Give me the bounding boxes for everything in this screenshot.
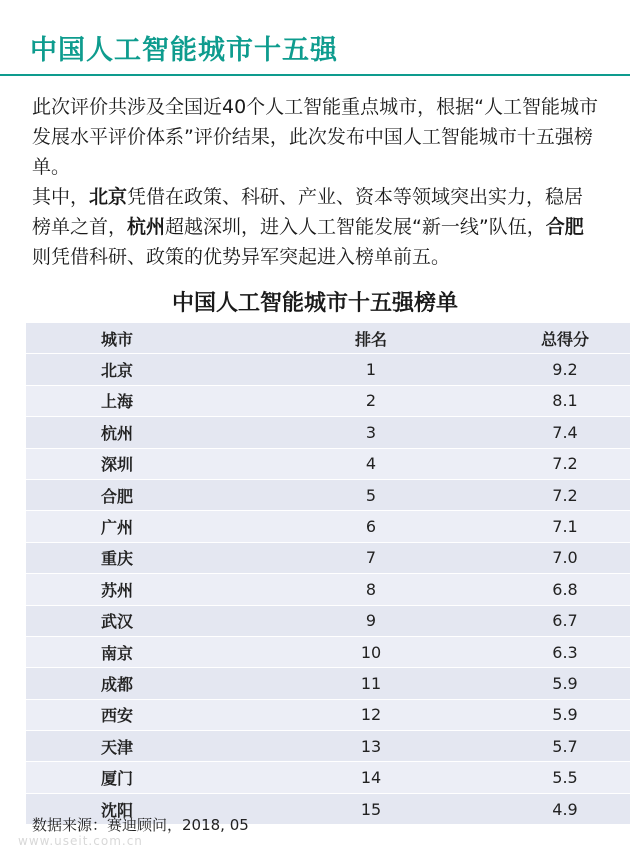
cell-rank: 7 [291,542,451,573]
table-row [26,605,630,636]
cell-city: 北京 [26,354,291,385]
cell-rank: 9 [291,605,451,636]
intro-text-span: 则凭借科研、政策的优势异军突起进入榜单前五。 [32,246,451,268]
cell-rank: 11 [291,668,451,699]
ranking-table [26,323,630,825]
table-row [26,762,630,793]
intro-paragraph-2 [32,182,602,272]
cell-score: 6.7 [451,605,630,636]
cell-rank: 2 [291,385,451,416]
cell-city: 南京 [26,636,291,667]
cell-rank: 12 [291,699,451,730]
cell-score: 5.7 [451,731,630,762]
title-divider [0,74,630,76]
highlight-beijing: 北京 [89,186,128,208]
cell-city: 苏州 [26,574,291,605]
intro-text-span: 其中， [32,186,90,208]
cell-score: 6.3 [451,636,630,667]
intro-paragraph-1: 此次评价共涉及全国近40个人工智能重点城市，根据“人工智能城市发展水平评价体系”评价结果，此次发布中国人工智能城市十五强榜单。 [32,96,599,178]
cell-city: 西安 [26,699,291,730]
cell-rank: 8 [291,574,451,605]
cell-score: 7.2 [451,448,630,479]
cell-rank: 3 [291,417,451,448]
highlight-hefei: 合肥 [545,216,584,238]
highlight-hangzhou: 杭州 [127,216,166,238]
cell-city: 武汉 [26,605,291,636]
data-source: 数据来源：赛迪顾问，2018, 05 [32,816,249,834]
cell-rank: 10 [291,636,451,667]
cell-city: 沈阳 [26,793,291,824]
cell-city: 深圳 [26,448,291,479]
cell-rank: 6 [291,511,451,542]
cell-rank: 4 [291,448,451,479]
watermark: www.useit.com.cn [18,834,143,848]
table-row [26,731,630,762]
cell-score: 7.1 [451,511,630,542]
cell-score: 7.4 [451,417,630,448]
table-row [26,511,630,542]
cell-score: 6.8 [451,574,630,605]
cell-score: 5.9 [451,668,630,699]
cell-score: 7.0 [451,542,630,573]
cell-score: 9.2 [451,354,630,385]
cell-city: 杭州 [26,417,291,448]
cell-rank: 13 [291,731,451,762]
table-row [26,636,630,667]
cell-city: 重庆 [26,542,291,573]
table-row [26,542,630,573]
cell-city: 成都 [26,668,291,699]
cell-score: 5.9 [451,699,630,730]
header-rank: 排名 [291,323,451,354]
table-row [26,699,630,730]
cell-city: 天津 [26,731,291,762]
cell-score: 8.1 [451,385,630,416]
cell-rank: 15 [291,793,451,824]
cell-score: 7.2 [451,479,630,510]
table-row [26,574,630,605]
header-city: 城市 [26,323,291,354]
table-row [26,448,630,479]
cell-rank: 14 [291,762,451,793]
table-row [26,668,630,699]
cell-score: 5.5 [451,762,630,793]
cell-city: 广州 [26,511,291,542]
table-row [26,354,630,385]
cell-rank: 1 [291,354,451,385]
table-row [26,417,630,448]
page-title: 中国人工智能城市十五强 [30,35,338,66]
cell-rank: 5 [291,479,451,510]
table-row [26,385,630,416]
cell-city: 上海 [26,385,291,416]
intro-text-span: 凭借在政策、科研、产业、资本等领域突出实力，稳居榜单之首， [32,186,584,238]
table-header-row [26,323,630,354]
cell-city: 合肥 [26,479,291,510]
table-row [26,479,630,510]
cell-score: 4.9 [451,793,630,824]
table-title: 中国人工智能城市十五强榜单 [171,291,458,316]
cell-city: 厦门 [26,762,291,793]
table-body [26,354,630,825]
intro-text [32,92,602,272]
header-score: 总得分 [451,323,630,354]
intro-text-span: 超越深圳，进入人工智能发展“新一线”队伍， [165,216,546,238]
